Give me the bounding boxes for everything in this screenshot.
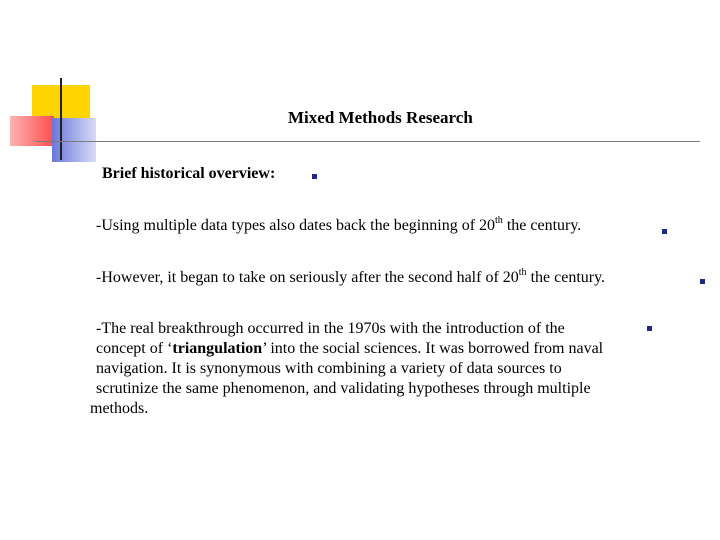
decor-blue-square [52,118,96,162]
title-divider-line [36,141,700,142]
section-subheading: Brief historical overview: [102,165,276,182]
paragraph-text: the century. [526,269,606,286]
paragraph-text: concept of ‘ [96,340,173,357]
paragraph-line [90,339,690,359]
paragraph-line: -The real breakthrough occurred in the 1970s with the introduction of the [96,320,565,337]
paragraph-text: -Using multiple data types also dates back the beginning of 20 [96,217,496,234]
paragraph-multiple-data-types [96,216,581,236]
paragraph-second-half [96,268,605,288]
decor-vertical-line [60,78,62,160]
ordinal-suffix: th [518,267,527,278]
paragraph-text: -However, it began to take on seriously after the second half of 20 [96,269,519,286]
paragraph-text: ’ into the social sciences. It was borrowed from naval [262,340,604,357]
paragraph-text: the century. [502,217,582,234]
square-bullet-icon [647,326,652,331]
paragraph-line: scrutinize the same phenomenon, and validating hypotheses through multiple [96,380,591,397]
square-bullet-icon [662,229,667,234]
ordinal-suffix: th [495,215,503,226]
paragraph-line: methods. [90,400,149,417]
square-bullet-icon [700,279,705,284]
emphasized-term: triangulation [172,340,263,357]
slide-title: Mixed Methods Research [288,108,473,127]
square-bullet-icon [312,174,317,179]
paragraph-triangulation [90,319,690,419]
paragraph-line: navigation. It is synonymous with combining a variety of data sources to [96,360,562,377]
